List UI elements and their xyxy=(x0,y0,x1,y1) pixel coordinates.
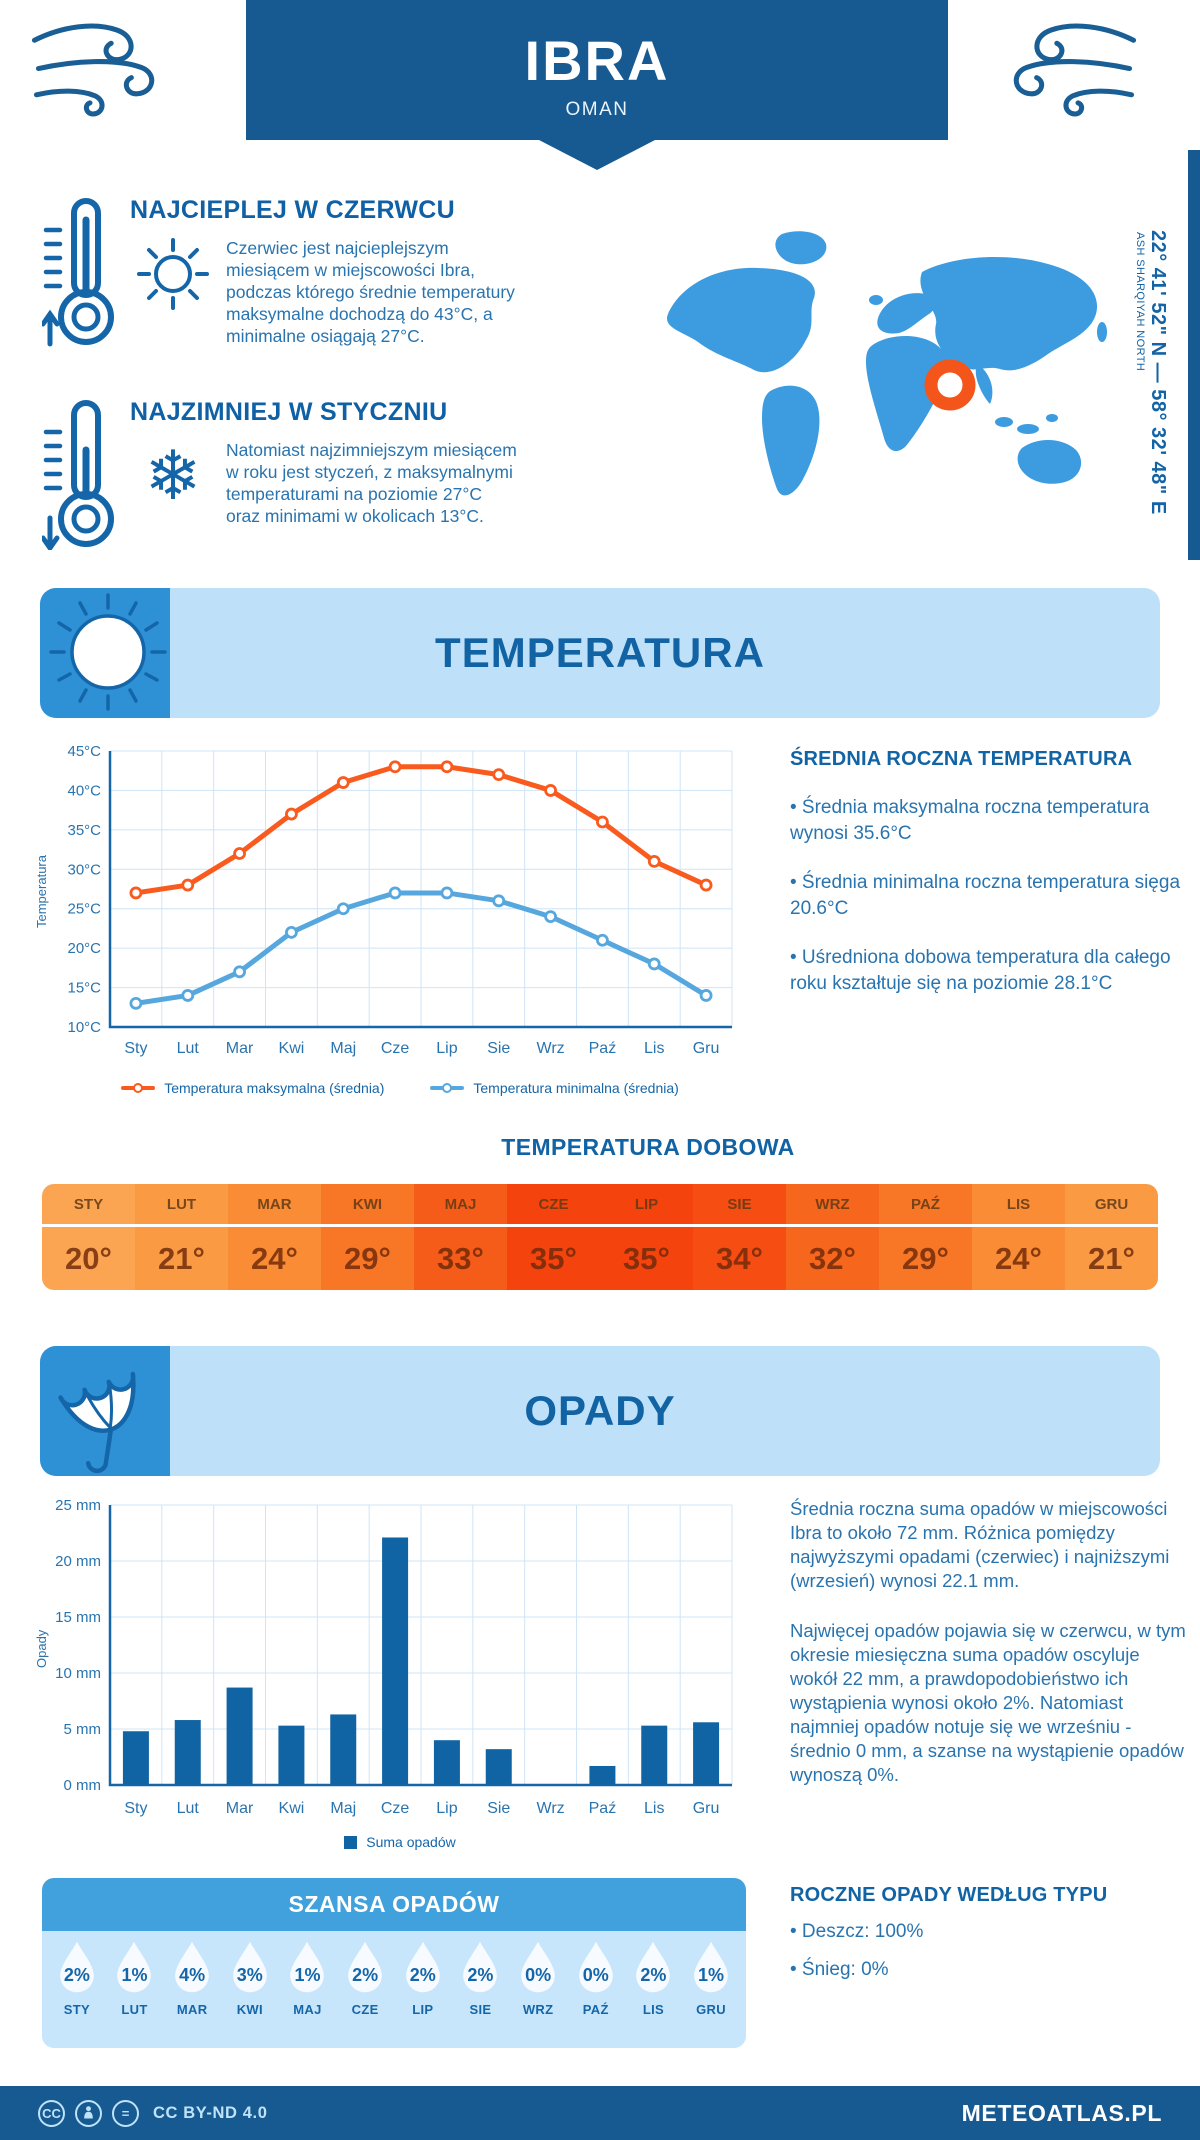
svg-text:Lut: Lut xyxy=(176,1800,199,1817)
coldest-month-block xyxy=(42,398,518,555)
coldest-text: Natomiast najzimniejszym miesiącem w roku jest styczeń, z maksymalnymi temperaturami na poziomie 27°C oraz minimami w okolicach 13°C. xyxy=(226,440,517,526)
precipitation-y-axis-label: Opady xyxy=(34,1629,49,1668)
max-line-swatch xyxy=(121,1086,155,1090)
cc-icon: CC xyxy=(38,2100,65,2127)
summary-bullet: • Średnia maksymalna roczna temperatura wynosi 35.6°C xyxy=(790,797,1150,844)
country-subtitle: OMAN xyxy=(565,98,629,120)
svg-text:25°C: 25°C xyxy=(67,900,101,918)
daily-month-label: MAJ xyxy=(414,1184,507,1227)
chance-value: 2% xyxy=(640,1965,667,1985)
precipitation-bar-chart xyxy=(48,1485,748,1825)
chance-droplet-column xyxy=(51,1939,103,2017)
chance-droplet-column xyxy=(627,1939,679,2017)
svg-text:Sty: Sty xyxy=(124,1800,148,1817)
world-map xyxy=(652,222,1126,520)
type-bullet: • Śnieg: 0% xyxy=(790,1959,889,1980)
svg-text:0 mm: 0 mm xyxy=(63,1777,101,1794)
summary-bullets xyxy=(790,795,1182,996)
daily-month-label: STY xyxy=(42,1184,135,1227)
svg-text:15 mm: 15 mm xyxy=(55,1609,101,1626)
svg-text:40°C: 40°C xyxy=(67,782,101,800)
sun-icon xyxy=(40,588,170,718)
daily-temperature-cell xyxy=(321,1184,414,1290)
legend-item-max xyxy=(121,1080,384,1096)
header-banner xyxy=(246,0,948,140)
coordinates-text: 22° 41' 52" N — 58° 32' 48" E xyxy=(1147,230,1169,515)
chance-month-label: MAR xyxy=(176,2002,208,2017)
min-line-swatch xyxy=(430,1086,464,1090)
svg-text:Mar: Mar xyxy=(225,1800,254,1817)
daily-month-label: WRZ xyxy=(786,1184,879,1227)
daily-temperature-title: TEMPERATURA DOBOWA xyxy=(501,1134,795,1160)
svg-text:Lip: Lip xyxy=(436,1040,458,1057)
chance-month-label: MAJ xyxy=(293,2002,322,2017)
daily-temperature-value: 35° xyxy=(530,1241,577,1276)
svg-text:20°C: 20°C xyxy=(67,940,101,958)
snowflake-icon: ❄ xyxy=(144,438,202,514)
daily-temperature-cell xyxy=(42,1184,135,1290)
daily-month-label: CZE xyxy=(507,1184,600,1227)
svg-text:5 mm: 5 mm xyxy=(63,1721,101,1738)
chance-value: 1% xyxy=(121,1965,148,1985)
daily-month-label: KWI xyxy=(321,1184,414,1227)
svg-text:Gru: Gru xyxy=(692,1040,720,1057)
chance-value: 3% xyxy=(236,1965,263,1985)
svg-text:Sty: Sty xyxy=(124,1040,148,1057)
daily-temperature-value: 21° xyxy=(158,1241,205,1276)
chance-droplet-column xyxy=(108,1939,160,2017)
daily-temperature-cell xyxy=(786,1184,879,1290)
chance-month-label: LIP xyxy=(412,2002,434,2017)
daily-temperature-value: 29° xyxy=(902,1241,949,1276)
daily-temperature-value: 29° xyxy=(344,1241,391,1276)
svg-text:20 mm: 20 mm xyxy=(55,1553,101,1570)
thermometer-down-icon xyxy=(42,398,128,555)
daily-month-label: MAR xyxy=(228,1184,321,1227)
daily-month-label: LIP xyxy=(600,1184,693,1227)
types-title: ROCZNE OPADY WEDŁUG TYPU xyxy=(790,1884,1108,1906)
temperature-line-chart xyxy=(48,735,748,1075)
daily-temperature-value: 34° xyxy=(716,1241,763,1276)
footer xyxy=(0,2086,1200,2140)
svg-text:Wrz: Wrz xyxy=(536,1800,565,1817)
daily-temperature-cell xyxy=(879,1184,972,1290)
marker-dot xyxy=(133,1083,143,1093)
site-name: METEOATLAS.PL xyxy=(961,2099,1162,2126)
daily-temperature-value: 32° xyxy=(809,1241,856,1276)
daily-month-label: LUT xyxy=(135,1184,228,1227)
daily-temperature-cell xyxy=(507,1184,600,1290)
attribution-person-icon xyxy=(75,2100,102,2127)
wind-icon xyxy=(1008,12,1140,118)
location-marker xyxy=(931,366,969,404)
svg-text:Paź: Paź xyxy=(588,1040,617,1057)
svg-text:25 mm: 25 mm xyxy=(55,1497,101,1514)
license-label: CC BY-ND 4.0 xyxy=(153,2103,268,2122)
legend-label: Suma opadów xyxy=(366,1834,456,1850)
daily-temperature-value: 24° xyxy=(251,1241,298,1276)
temperature-legend xyxy=(100,1080,700,1096)
chance-value: 2% xyxy=(63,1965,90,1985)
chance-month-label: WRZ xyxy=(522,2002,554,2017)
svg-text:Lip: Lip xyxy=(436,1800,458,1817)
svg-text:45°C: 45°C xyxy=(67,743,101,760)
chance-header: SZANSA OPADÓW xyxy=(42,1878,746,1931)
chance-month-label: SIE xyxy=(469,2002,492,2017)
temperature-section-banner xyxy=(40,588,1160,718)
chance-droplet-column xyxy=(397,1939,449,2017)
chance-value: 4% xyxy=(179,1965,206,1985)
chance-droplet-column xyxy=(339,1939,391,2017)
svg-text:Cze: Cze xyxy=(380,1800,410,1817)
svg-text:30°C: 30°C xyxy=(67,861,101,879)
svg-text:10°C: 10°C xyxy=(67,1019,101,1036)
legend-label: Temperatura maksymalna (średnia) xyxy=(164,1080,385,1096)
daily-temperature-strip xyxy=(42,1184,1158,1290)
cc-license-icons xyxy=(38,2100,139,2127)
marker-dot xyxy=(442,1083,452,1093)
svg-text:10 mm: 10 mm xyxy=(55,1665,101,1682)
chance-body xyxy=(42,1931,746,2048)
header-notch xyxy=(539,140,655,170)
wind-icon xyxy=(28,12,160,118)
daily-month-label: PAŹ xyxy=(879,1184,972,1227)
precipitation-paragraph: Najwięcej opadów pojawia się w czerwcu, w tym okresie miesięczna suma opadów oscyluje wokół 22 mm, a prawdopodobieństwo ich wystąpienia wynosi około 2%. Natomiast najmniej opadów notuje się we wrześniu - średnio 0 mm, a szanse na wystąpienie opadów wynoszą 0%. xyxy=(790,1620,1186,1785)
daily-temperature-cell xyxy=(1065,1184,1158,1290)
svg-text:Gru: Gru xyxy=(692,1800,720,1817)
daily-temperature-cell xyxy=(972,1184,1065,1290)
bar-swatch xyxy=(344,1836,357,1849)
precipitation-section-banner xyxy=(40,1346,1160,1476)
legend-item-sum xyxy=(344,1834,456,1850)
daily-temperature-cell xyxy=(600,1184,693,1290)
annual-temperature-summary xyxy=(790,748,1182,996)
chance-month-label: STY xyxy=(63,2002,90,2017)
daily-temperature-cell xyxy=(693,1184,786,1290)
svg-text:Kwi: Kwi xyxy=(278,1040,305,1057)
temperature-title: TEMPERATURA xyxy=(435,629,765,676)
edge-stripe xyxy=(1188,150,1200,560)
chance-droplet-column xyxy=(281,1939,333,2017)
chance-value: 2% xyxy=(467,1965,494,1985)
daily-temperature-value: 21° xyxy=(1088,1241,1135,1276)
svg-text:Lis: Lis xyxy=(644,1800,665,1817)
types-bullets xyxy=(790,1919,1190,1983)
thermometer-up-icon xyxy=(42,196,128,353)
chance-droplet-column xyxy=(685,1939,737,2017)
chance-month-label: CZE xyxy=(351,2002,379,2017)
summary-bullet: • Średnia minimalna roczna temperatura sięga 20.6°C xyxy=(790,872,1181,919)
chance-droplets-row xyxy=(42,1931,746,2017)
svg-text:Sie: Sie xyxy=(487,1800,511,1817)
warmest-title: NAJCIEPLEJ W CZERWCU xyxy=(130,196,456,224)
type-bullet: • Deszcz: 100% xyxy=(790,1921,924,1942)
svg-text:35°C: 35°C xyxy=(67,821,101,839)
chance-month-label: GRU xyxy=(696,2002,726,2017)
chance-of-precipitation-block xyxy=(42,1878,746,2048)
chance-value: 2% xyxy=(352,1965,379,1985)
no-derivatives-icon: = xyxy=(112,2100,139,2127)
umbrella-icon xyxy=(40,1346,170,1476)
chance-droplet-column xyxy=(224,1939,276,2017)
chance-month-label: KWI xyxy=(236,2002,263,2017)
svg-text:Maj: Maj xyxy=(330,1800,357,1817)
daily-temperature-value: 35° xyxy=(623,1241,670,1276)
chance-month-label: PAŹ xyxy=(582,2002,609,2017)
legend-label: Temperatura minimalna (średnia) xyxy=(473,1080,679,1096)
svg-text:Paź: Paź xyxy=(588,1800,617,1817)
daily-temperature-cell xyxy=(414,1184,507,1290)
chance-month-label: LIS xyxy=(642,2002,664,2017)
temperature-y-axis-label: Temperatura xyxy=(34,855,49,928)
daily-temperature-cell xyxy=(135,1184,228,1290)
chance-droplet-column xyxy=(512,1939,564,2017)
chance-droplet-column xyxy=(570,1939,622,2017)
precipitation-paragraph: Średnia roczna suma opadów w miejscowości Ibra to około 72 mm. Różnica pomiędzy najwyższymi opadami (czerwiec) i najniższymi (wrzesień) wynosi 22.1 mm. xyxy=(790,1498,1170,1591)
daily-month-label: LIS xyxy=(972,1184,1065,1227)
daily-month-label: GRU xyxy=(1065,1184,1158,1227)
summary-title: ŚREDNIA ROCZNA TEMPERATURA xyxy=(790,748,1133,770)
svg-text:Kwi: Kwi xyxy=(278,1800,305,1817)
precipitation-summary xyxy=(790,1497,1188,1813)
svg-text:Wrz: Wrz xyxy=(536,1040,565,1057)
daily-temperature-value: 20° xyxy=(65,1241,112,1276)
coordinates-block xyxy=(1134,230,1169,570)
chance-value: 0% xyxy=(582,1965,609,1985)
warmest-text: Czerwiec jest najcieplejszym miesiącem w miejscowości Ibra, podczas którego średnie temperatury maksymalne dochodzą do 43°C, a minimalne osiągają 27°C. xyxy=(226,238,515,346)
chance-droplet-column xyxy=(166,1939,218,2017)
svg-text:Sie: Sie xyxy=(487,1040,511,1057)
chance-value: 2% xyxy=(409,1965,436,1985)
svg-text:Mar: Mar xyxy=(225,1040,254,1057)
svg-text:15°C: 15°C xyxy=(67,979,101,997)
precipitation-types-block xyxy=(790,1884,1190,1983)
svg-text:Cze: Cze xyxy=(380,1040,410,1057)
chance-month-label: LUT xyxy=(121,2002,148,2017)
daily-temperature-cell xyxy=(228,1184,321,1290)
daily-temperature-value: 33° xyxy=(437,1241,484,1276)
chance-value: 1% xyxy=(698,1965,725,1985)
sun-icon xyxy=(130,231,216,322)
warmest-month-block xyxy=(42,196,518,353)
page-title: IBRA xyxy=(524,28,670,92)
svg-text:Lut: Lut xyxy=(176,1040,199,1057)
daily-month-label: SIE xyxy=(693,1184,786,1227)
legend-item-min xyxy=(430,1080,678,1096)
daily-temperature-value: 24° xyxy=(995,1241,1042,1276)
chance-value: 1% xyxy=(294,1965,321,1985)
summary-bullet: • Uśredniona dobowa temperatura dla całego roku kształtuje się na poziomie 28.1°C xyxy=(790,947,1171,994)
precipitation-legend xyxy=(100,1834,700,1850)
chance-droplet-column xyxy=(454,1939,506,2017)
coldest-title: NAJZIMNIEJ W STYCZNIU xyxy=(130,398,448,426)
svg-text:Lis: Lis xyxy=(644,1040,665,1057)
chance-value: 0% xyxy=(525,1965,552,1985)
svg-text:Maj: Maj xyxy=(330,1040,357,1057)
precipitation-title: OPADY xyxy=(524,1387,676,1434)
region-text: ASH SHARQIYAH NORTH xyxy=(1134,232,1146,372)
